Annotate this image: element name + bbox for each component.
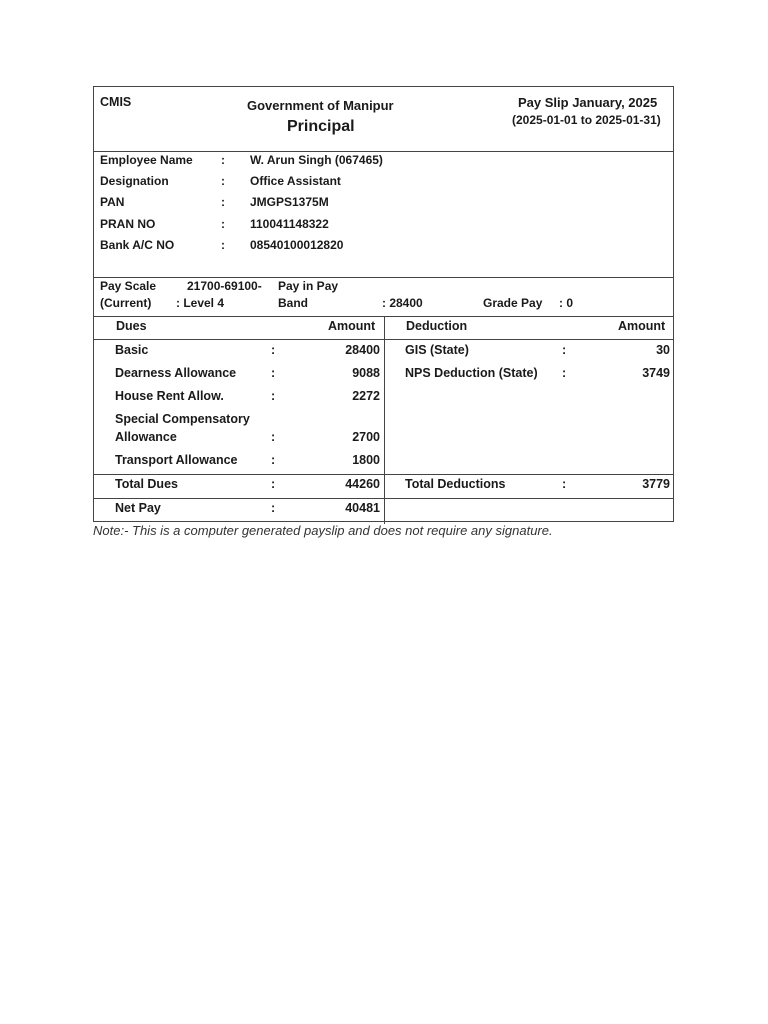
pay-level: : Level 4 [176,296,225,310]
office-name: Principal [287,118,355,135]
dues-item-label: Special Compensatory [115,412,250,426]
net-pay-value: 40481 [345,501,380,515]
deduction-header: Deduction [406,319,468,333]
payslip-table [93,86,674,522]
pay-in-band-label: Pay in Pay [278,279,339,293]
system-name: CMIS [100,95,132,109]
total-dues-label: Total Dues [115,477,178,491]
pay-scale-range: 21700-69100- [187,279,262,293]
deduction-item-amount: 30 [656,343,670,357]
pay-in-band-label-2: Band [278,296,308,310]
colon: : [562,477,567,491]
colon: : [271,389,276,403]
grade-pay-value: : 0 [559,296,574,310]
footer-note: Note:- This is a computer generated payslip and does not require any signature. [93,523,553,538]
deduction-item-amount: 3749 [642,366,670,380]
deduction-item-label: GIS (State) [405,343,469,357]
designation-label: Designation [100,174,169,188]
designation-value: Office Assistant [250,174,341,188]
colon: : [221,153,225,167]
employee-name-label: Employee Name [100,153,193,167]
deduction-amount-header: Amount [618,319,666,333]
total-deductions-value: 3779 [642,477,670,491]
pran-value: 110041148322 [250,217,329,231]
column-divider [384,316,385,524]
pan-label: PAN [100,195,125,209]
colon: : [271,501,276,515]
dues-item-label: Basic [115,343,149,357]
bank-account-label: Bank A/C NO [100,238,175,252]
bank-account-value: 08540100012820 [250,238,344,252]
net-pay-label: Net Pay [115,501,161,515]
divider [94,474,673,475]
slip-period: (2025-01-01 to 2025-01-31) [512,113,661,127]
divider [94,498,673,499]
colon: : [562,343,567,357]
pay-scale-label: Pay Scale [100,279,157,293]
total-dues-value: 44260 [345,477,380,491]
dues-item-label: Transport Allowance [115,453,238,467]
pay-in-band-value: : 28400 [382,296,423,310]
divider [94,151,673,152]
colon: : [221,217,225,231]
dues-item-amount: 2700 [352,430,380,444]
dues-item-amount: 28400 [345,343,380,357]
colon: : [271,366,276,380]
pan-value: JMGPS1375M [250,195,329,209]
colon: : [562,366,567,380]
dues-item-amount: 9088 [352,366,380,380]
pran-label: PRAN NO [100,217,156,231]
dues-item-amount: 2272 [352,389,380,403]
slip-title: Pay Slip January, 2025 [518,95,658,110]
colon: : [271,343,276,357]
dues-item-label-line2: Allowance [115,430,177,444]
colon: : [221,174,225,188]
divider [94,277,673,278]
colon: : [221,195,225,209]
dues-item-amount: 1800 [352,453,380,467]
grade-pay-label: Grade Pay [483,296,543,310]
pay-scale-current-label: (Current) [100,296,152,310]
dues-item-label: Dearness Allowance [115,366,237,380]
government-name: Government of Manipur [247,98,394,113]
colon: : [221,238,225,252]
deduction-item-label: NPS Deduction (State) [405,366,538,380]
employee-name-value: W. Arun Singh (067465) [250,153,383,167]
dues-header: Dues [116,319,147,333]
colon: : [271,453,276,467]
colon: : [271,477,276,491]
total-deductions-label: Total Deductions [405,477,506,491]
dues-item-label: House Rent Allow. [115,389,224,403]
colon: : [271,430,276,444]
dues-amount-header: Amount [328,319,376,333]
